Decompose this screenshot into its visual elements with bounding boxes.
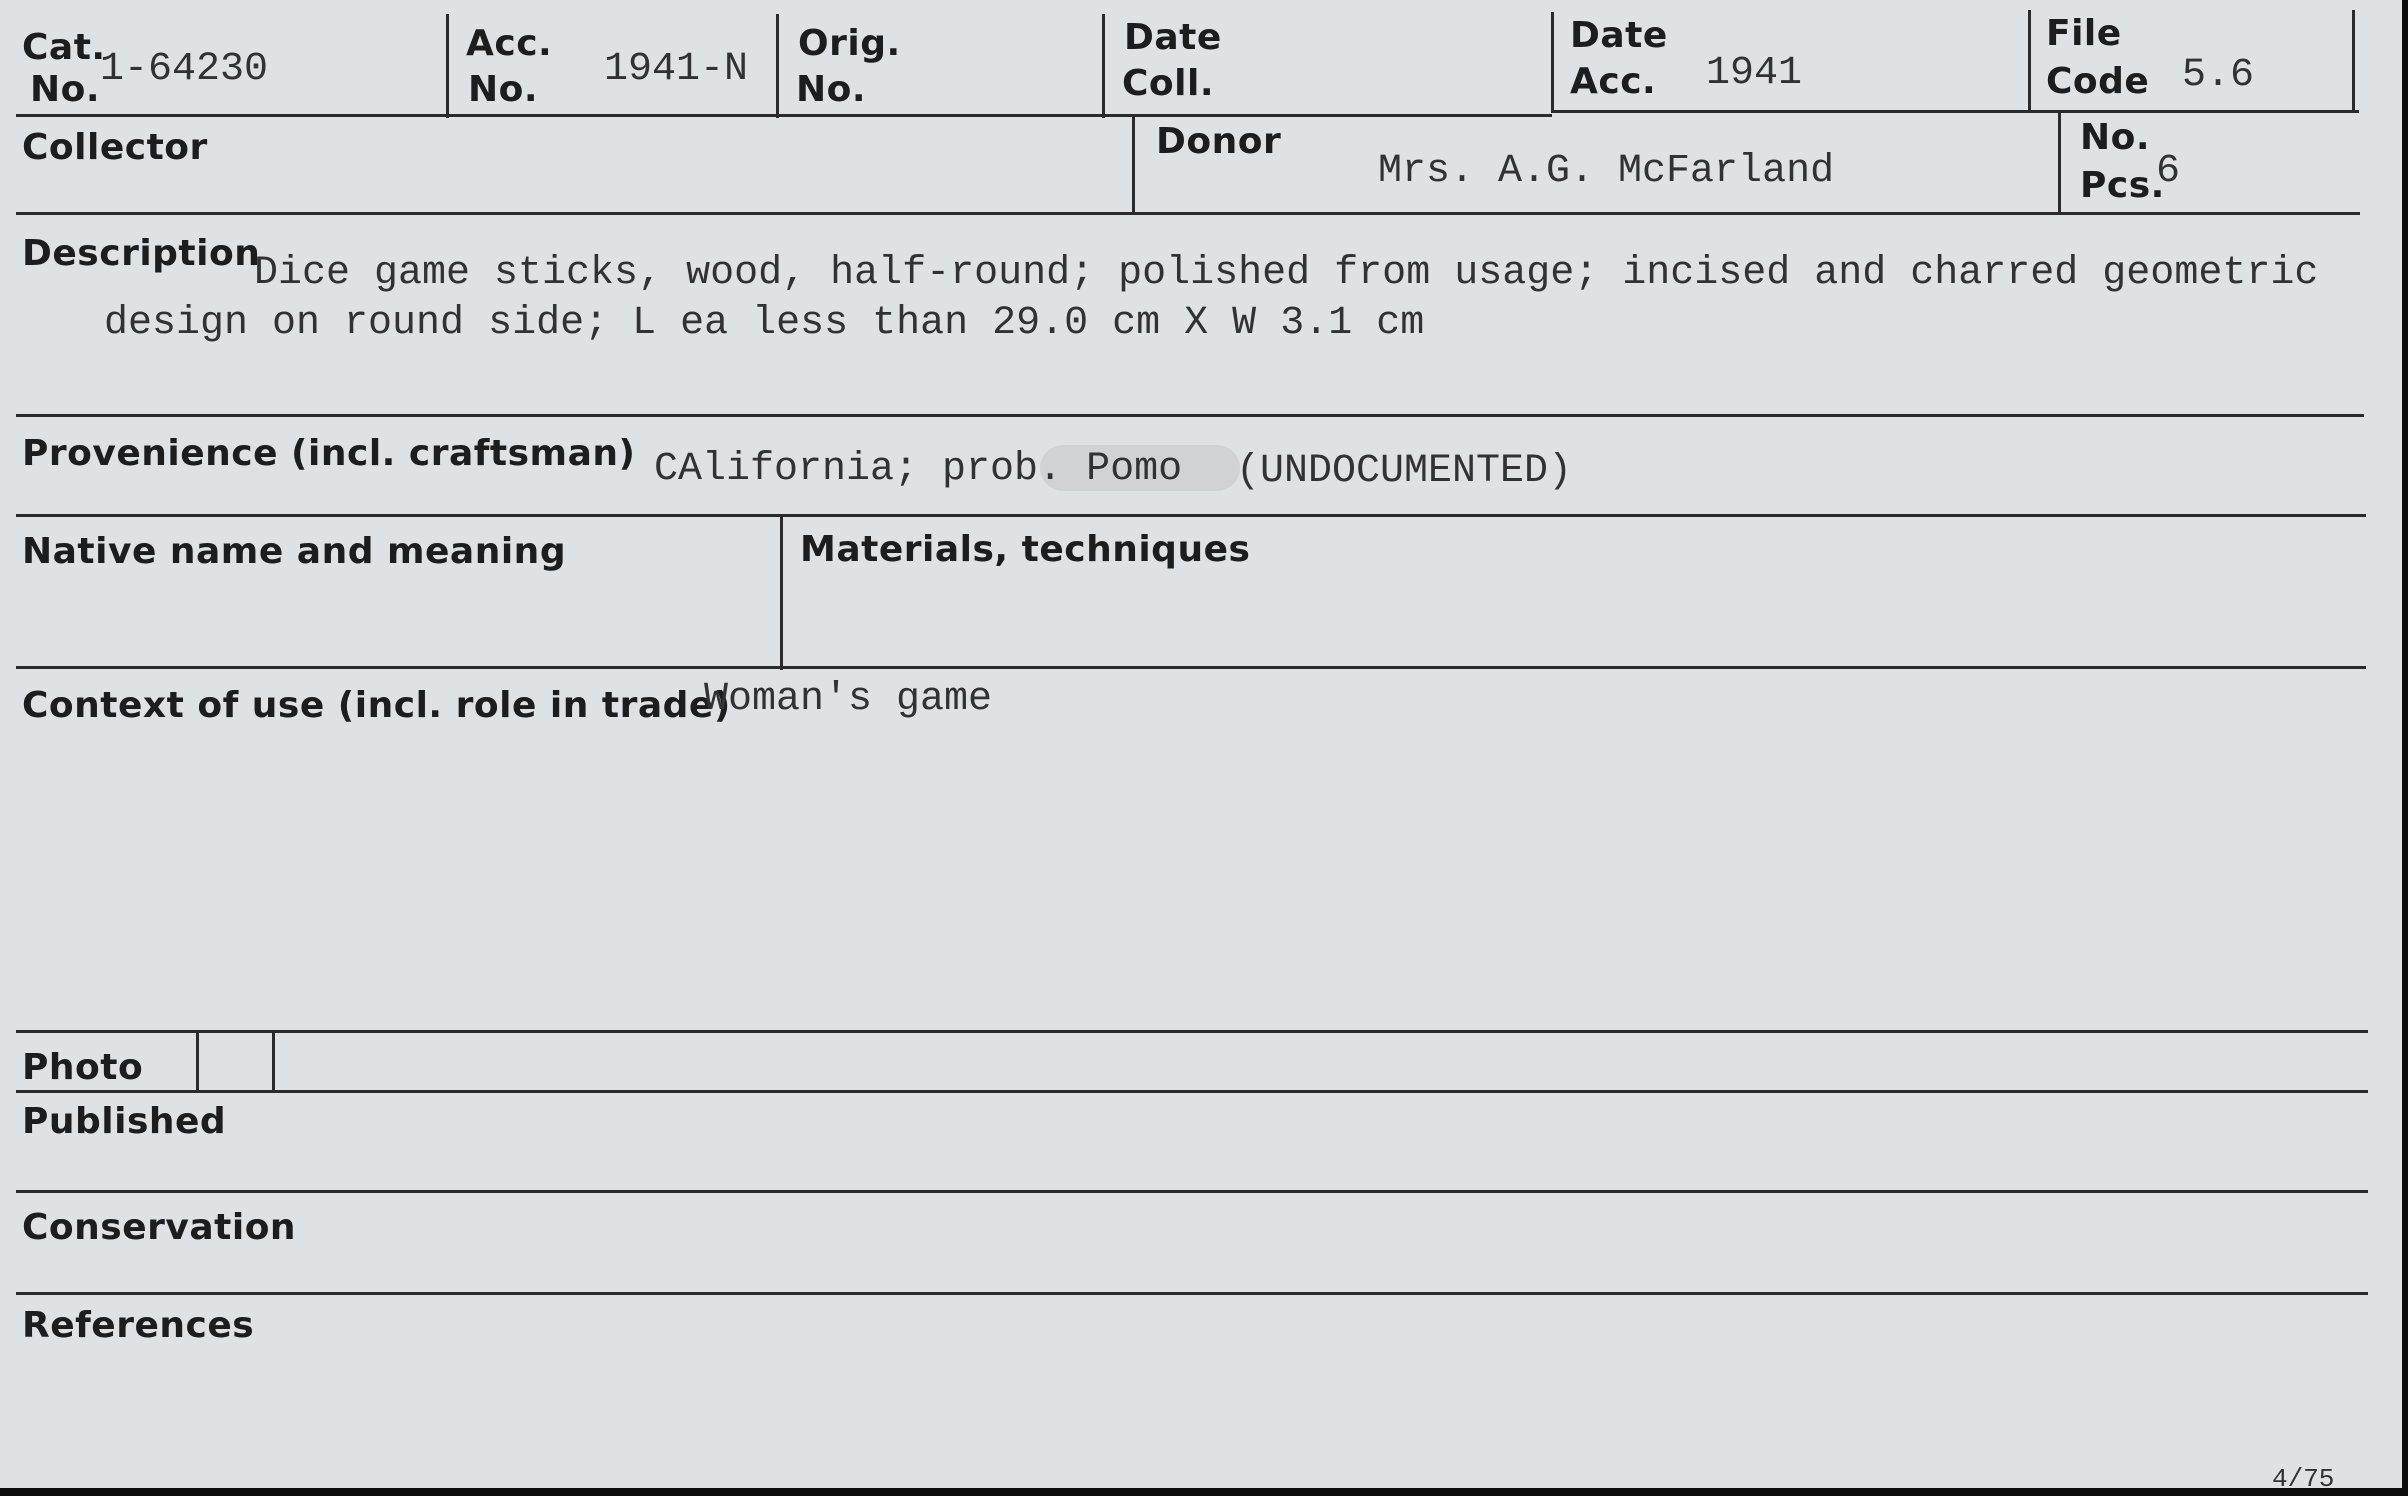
- rule: [16, 1292, 2368, 1295]
- description-line-2: design on round side; L ea less than 29.0 cm X W 3.1 cm: [104, 301, 1425, 346]
- rule: [16, 1190, 2368, 1193]
- date-acc-label-bottom: Acc.: [1570, 61, 1657, 102]
- date-coll-label-bottom: Coll.: [1122, 63, 1215, 104]
- provenience-label: Provenience (incl. craftsman): [22, 433, 636, 474]
- divider: [446, 14, 449, 118]
- date-coll-label-top: Date: [1124, 17, 1222, 58]
- donor-name: Mrs. A.G. McFarland: [1378, 149, 1835, 194]
- rule: [16, 414, 2364, 417]
- collector-label: Collector: [22, 127, 208, 168]
- rule: [16, 1090, 2368, 1093]
- card-print-code: 4/75: [2272, 1464, 2335, 1488]
- divider: [2028, 10, 2031, 110]
- references-label: References: [22, 1305, 255, 1346]
- description-label: Description: [22, 233, 261, 274]
- cat-label-top: Cat.: [22, 27, 106, 68]
- orig-label-bottom: No.: [796, 69, 867, 110]
- description-line-1: Dice game sticks, wood, half-round; polished from usage; incised and charred geometric: [254, 251, 2319, 296]
- date-acc-label-top: Date: [1570, 15, 1668, 56]
- pieces-label-bottom: Pcs.: [2080, 165, 2165, 206]
- divider: [776, 14, 779, 118]
- rule: [16, 666, 2366, 669]
- acc-number: 1941-N: [604, 47, 749, 92]
- divider: [2058, 110, 2061, 212]
- file-code-label-top: File: [2046, 13, 2122, 54]
- rule: [1551, 110, 2359, 113]
- divider: [780, 514, 783, 670]
- acc-label-bottom: No.: [468, 69, 539, 110]
- pieces-label-top: No.: [2080, 117, 2151, 158]
- cat-label-bottom: No.: [30, 69, 101, 110]
- conservation-label: Conservation: [22, 1207, 297, 1248]
- provenience-note: (UNDOCUMENTED): [1236, 449, 1573, 494]
- cat-number: 1-64230: [100, 47, 269, 92]
- materials-label: Materials, techniques: [800, 529, 1251, 570]
- native-name-label: Native name and meaning: [22, 531, 567, 572]
- pieces-count: 6: [2156, 149, 2181, 194]
- rule: [16, 1030, 2368, 1033]
- date-accessioned: 1941: [1706, 51, 1803, 96]
- rule: [16, 114, 1552, 117]
- rule: [16, 212, 2360, 215]
- photo-label: Photo: [22, 1047, 144, 1088]
- rule: [16, 514, 2366, 517]
- provenience-location: CAlifornia; prob. Pomo: [654, 447, 1183, 492]
- context-value: Woman's game: [704, 677, 993, 722]
- acc-label-top: Acc.: [466, 23, 553, 64]
- orig-label-top: Orig.: [798, 23, 901, 64]
- file-code: 5.6: [2182, 53, 2255, 98]
- divider: [1102, 14, 1105, 118]
- context-label: Context of use (incl. role in trade): [22, 685, 731, 726]
- divider: [272, 1030, 275, 1092]
- file-code-label-bottom: Code: [2046, 61, 2150, 102]
- divider: [1132, 114, 1135, 214]
- divider: [1551, 12, 1554, 112]
- divider: [2352, 10, 2355, 110]
- donor-label: Donor: [1156, 121, 1282, 162]
- published-label: Published: [22, 1101, 227, 1142]
- divider: [196, 1030, 199, 1092]
